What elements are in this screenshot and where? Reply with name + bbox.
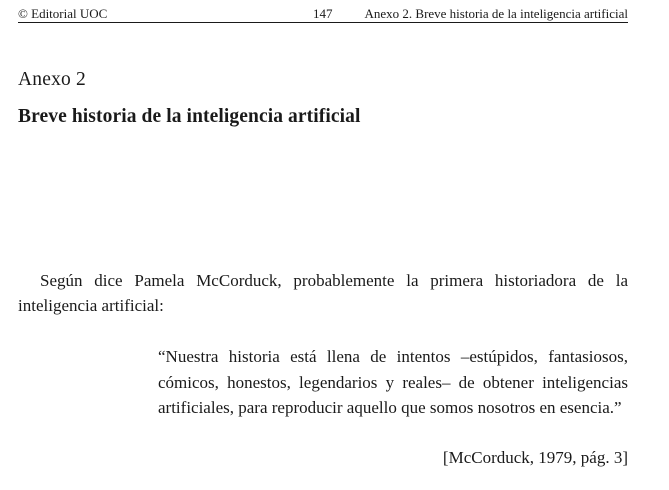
block-quote: “Nuestra historia está llena de intentos –estúpidos, fantasiosos, cómicos, honestos, legendarios y reales– de obtener inteligencias artificiales, para reproducir aquello que somos nosotros en esencia.” xyxy=(158,347,628,417)
running-title: Anexo 2. Breve historia de la inteligencia artificial xyxy=(364,6,628,21)
intro-paragraph: Según dice Pamela McCorduck, probablemente la primera historiadora de la inteligencia artificial: xyxy=(18,271,628,315)
book-page xyxy=(18,0,628,490)
chapter-title: Breve historia de la inteligencia artificial xyxy=(18,106,361,127)
running-header xyxy=(18,6,628,23)
chapter-label: Anexo 2 xyxy=(18,69,87,90)
quote-citation: [McCorduck, 1979, pág. 3] xyxy=(442,448,628,467)
page-number: 147 xyxy=(313,6,333,21)
publisher-copyright: © Editorial UOC xyxy=(18,6,108,21)
